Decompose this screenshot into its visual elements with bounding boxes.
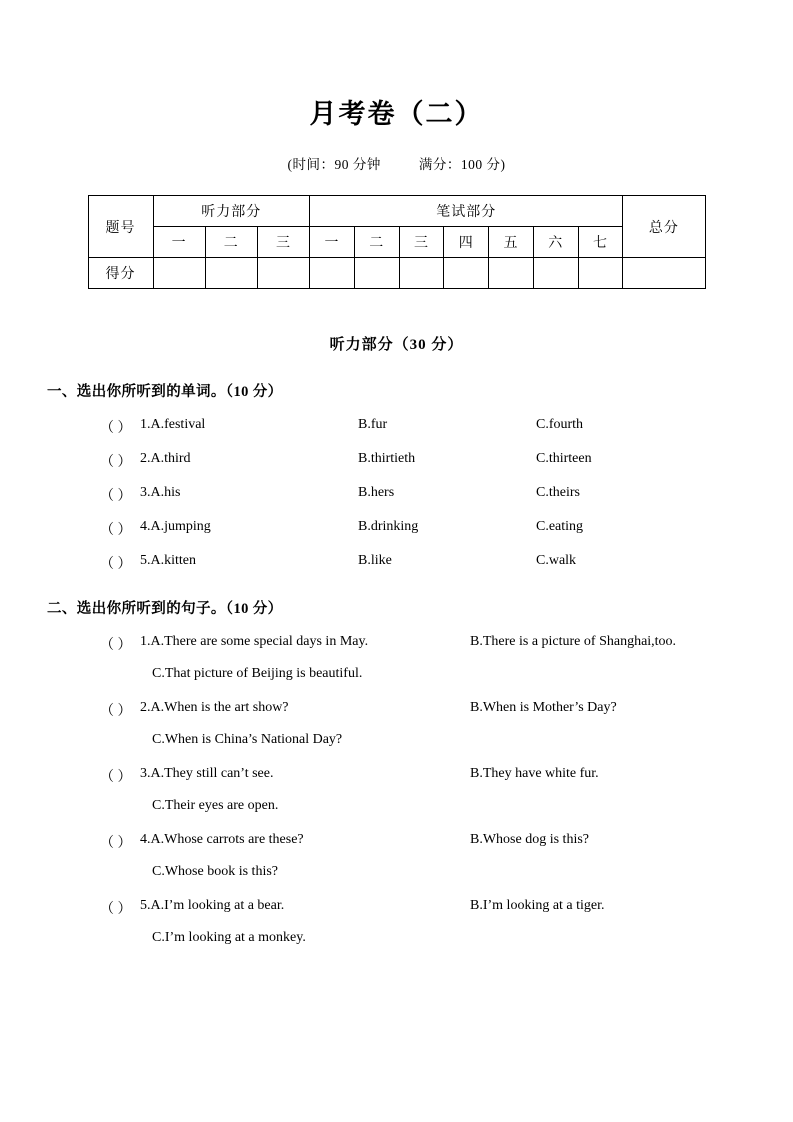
- option-b: B.thirtieth: [358, 451, 416, 466]
- score-table-listening-2: 二: [205, 227, 257, 258]
- question-item: [100, 553, 793, 571]
- exam-time: (时间：90 分钟: [287, 157, 381, 172]
- answer-blank[interactable]: （ ）: [100, 836, 132, 851]
- exam-full-score: 满分：100 分): [418, 157, 506, 172]
- answer-blank[interactable]: （ ）: [100, 421, 132, 436]
- question-item: [100, 417, 793, 435]
- score-table-group-total: 总分: [623, 196, 705, 258]
- score-table-written-7: 七: [578, 227, 623, 258]
- option-c: C.I’m looking at a monkey.: [152, 930, 306, 945]
- question-item: [100, 451, 793, 469]
- question-item: [100, 766, 793, 784]
- score-table-written-3: 三: [399, 227, 444, 258]
- question-2-heading: 二、选出你所听到的句子。（10 分）: [47, 601, 283, 617]
- score-cell[interactable]: [399, 258, 444, 289]
- score-table-written-5: 五: [489, 227, 534, 258]
- answer-blank[interactable]: （ ）: [100, 455, 132, 470]
- option-c: C.eating: [536, 519, 584, 534]
- option-a: 4.A.jumping: [140, 519, 211, 534]
- question-item: [100, 519, 793, 537]
- option-a: 3.A.his: [140, 485, 181, 500]
- answer-blank[interactable]: （ ）: [100, 902, 132, 917]
- option-a: 4.A.Whose carrots are these?: [140, 832, 304, 847]
- score-cell-total[interactable]: [623, 258, 705, 289]
- score-table-written-4: 四: [444, 227, 489, 258]
- question-item: [100, 832, 793, 850]
- option-c: C.That picture of Beijing is beautiful.: [152, 666, 363, 681]
- question-item: [100, 898, 793, 916]
- option-b: B.When is Mother’s Day?: [470, 700, 617, 715]
- score-cell[interactable]: [354, 258, 399, 289]
- option-a: 1.A.festival: [140, 417, 206, 432]
- question-1-heading: 一、选出你所听到的单词。（10 分）: [47, 384, 283, 400]
- page-title: 月考卷（二）: [309, 99, 484, 129]
- score-table-wrapper: [0, 195, 793, 289]
- score-table-group-written: 笔试部分: [310, 196, 623, 227]
- score-cell[interactable]: [578, 258, 623, 289]
- question-group-2: [0, 597, 793, 948]
- answer-blank[interactable]: （ ）: [100, 557, 132, 572]
- score-table-written-1: 一: [310, 227, 355, 258]
- score-cell[interactable]: [489, 258, 534, 289]
- score-cell[interactable]: [444, 258, 489, 289]
- score-table-row-label-2: 得分: [88, 258, 153, 289]
- option-c: C.Their eyes are open.: [152, 798, 279, 813]
- answer-blank[interactable]: （ ）: [100, 770, 132, 785]
- question-item: [100, 634, 793, 652]
- option-a: 3.A.They still can’t see.: [140, 766, 274, 781]
- score-cell[interactable]: [153, 258, 205, 289]
- answer-blank[interactable]: （ ）: [100, 704, 132, 719]
- answer-blank[interactable]: （ ）: [100, 489, 132, 504]
- score-cell[interactable]: [533, 258, 578, 289]
- score-cell[interactable]: [257, 258, 309, 289]
- score-table-scores-row: [88, 258, 705, 289]
- option-c: C.theirs: [536, 485, 580, 500]
- option-b: B.fur: [358, 417, 388, 432]
- score-table-written-6: 六: [533, 227, 578, 258]
- option-c: C.Whose book is this?: [152, 864, 278, 879]
- option-c: C.fourth: [536, 417, 584, 432]
- score-table-listening-1: 一: [153, 227, 205, 258]
- question-group-1: [0, 380, 793, 571]
- exam-subtitle: [0, 153, 793, 173]
- option-a: 1.A.There are some special days in May.: [140, 634, 369, 649]
- score-cell[interactable]: [310, 258, 355, 289]
- answer-blank[interactable]: （ ）: [100, 638, 132, 653]
- option-b: B.like: [358, 553, 392, 568]
- option-b: B.drinking: [358, 519, 419, 534]
- option-b: B.They have white fur.: [470, 766, 599, 781]
- question-item: [100, 485, 793, 503]
- option-a: 5.A.kitten: [140, 553, 196, 568]
- option-a: 2.A.third: [140, 451, 191, 466]
- option-c: C.When is China’s National Day?: [152, 732, 343, 747]
- score-table-group-listening: 听力部分: [153, 196, 310, 227]
- option-b: B.I’m looking at a tiger.: [470, 898, 605, 913]
- option-a: 5.A.I’m looking at a bear.: [140, 898, 285, 913]
- score-table-row-label-1: 题号: [88, 196, 153, 258]
- score-table-numbers-row: [88, 227, 705, 258]
- score-table-written-2: 二: [354, 227, 399, 258]
- option-a: 2.A.When is the art show?: [140, 700, 289, 715]
- option-c: C.thirteen: [536, 451, 592, 466]
- answer-blank[interactable]: （ ）: [100, 523, 132, 538]
- option-b: B.hers: [358, 485, 395, 500]
- option-b: B.There is a picture of Shanghai,too.: [470, 634, 677, 649]
- option-b: B.Whose dog is this?: [470, 832, 589, 847]
- listening-section-title: 听力部分（30 分）: [329, 337, 464, 353]
- score-table-listening-3: 三: [257, 227, 309, 258]
- score-table-header-row: [88, 196, 705, 227]
- score-table: [88, 195, 706, 289]
- score-cell[interactable]: [205, 258, 257, 289]
- question-item: [100, 700, 793, 718]
- option-c: C.walk: [536, 553, 577, 568]
